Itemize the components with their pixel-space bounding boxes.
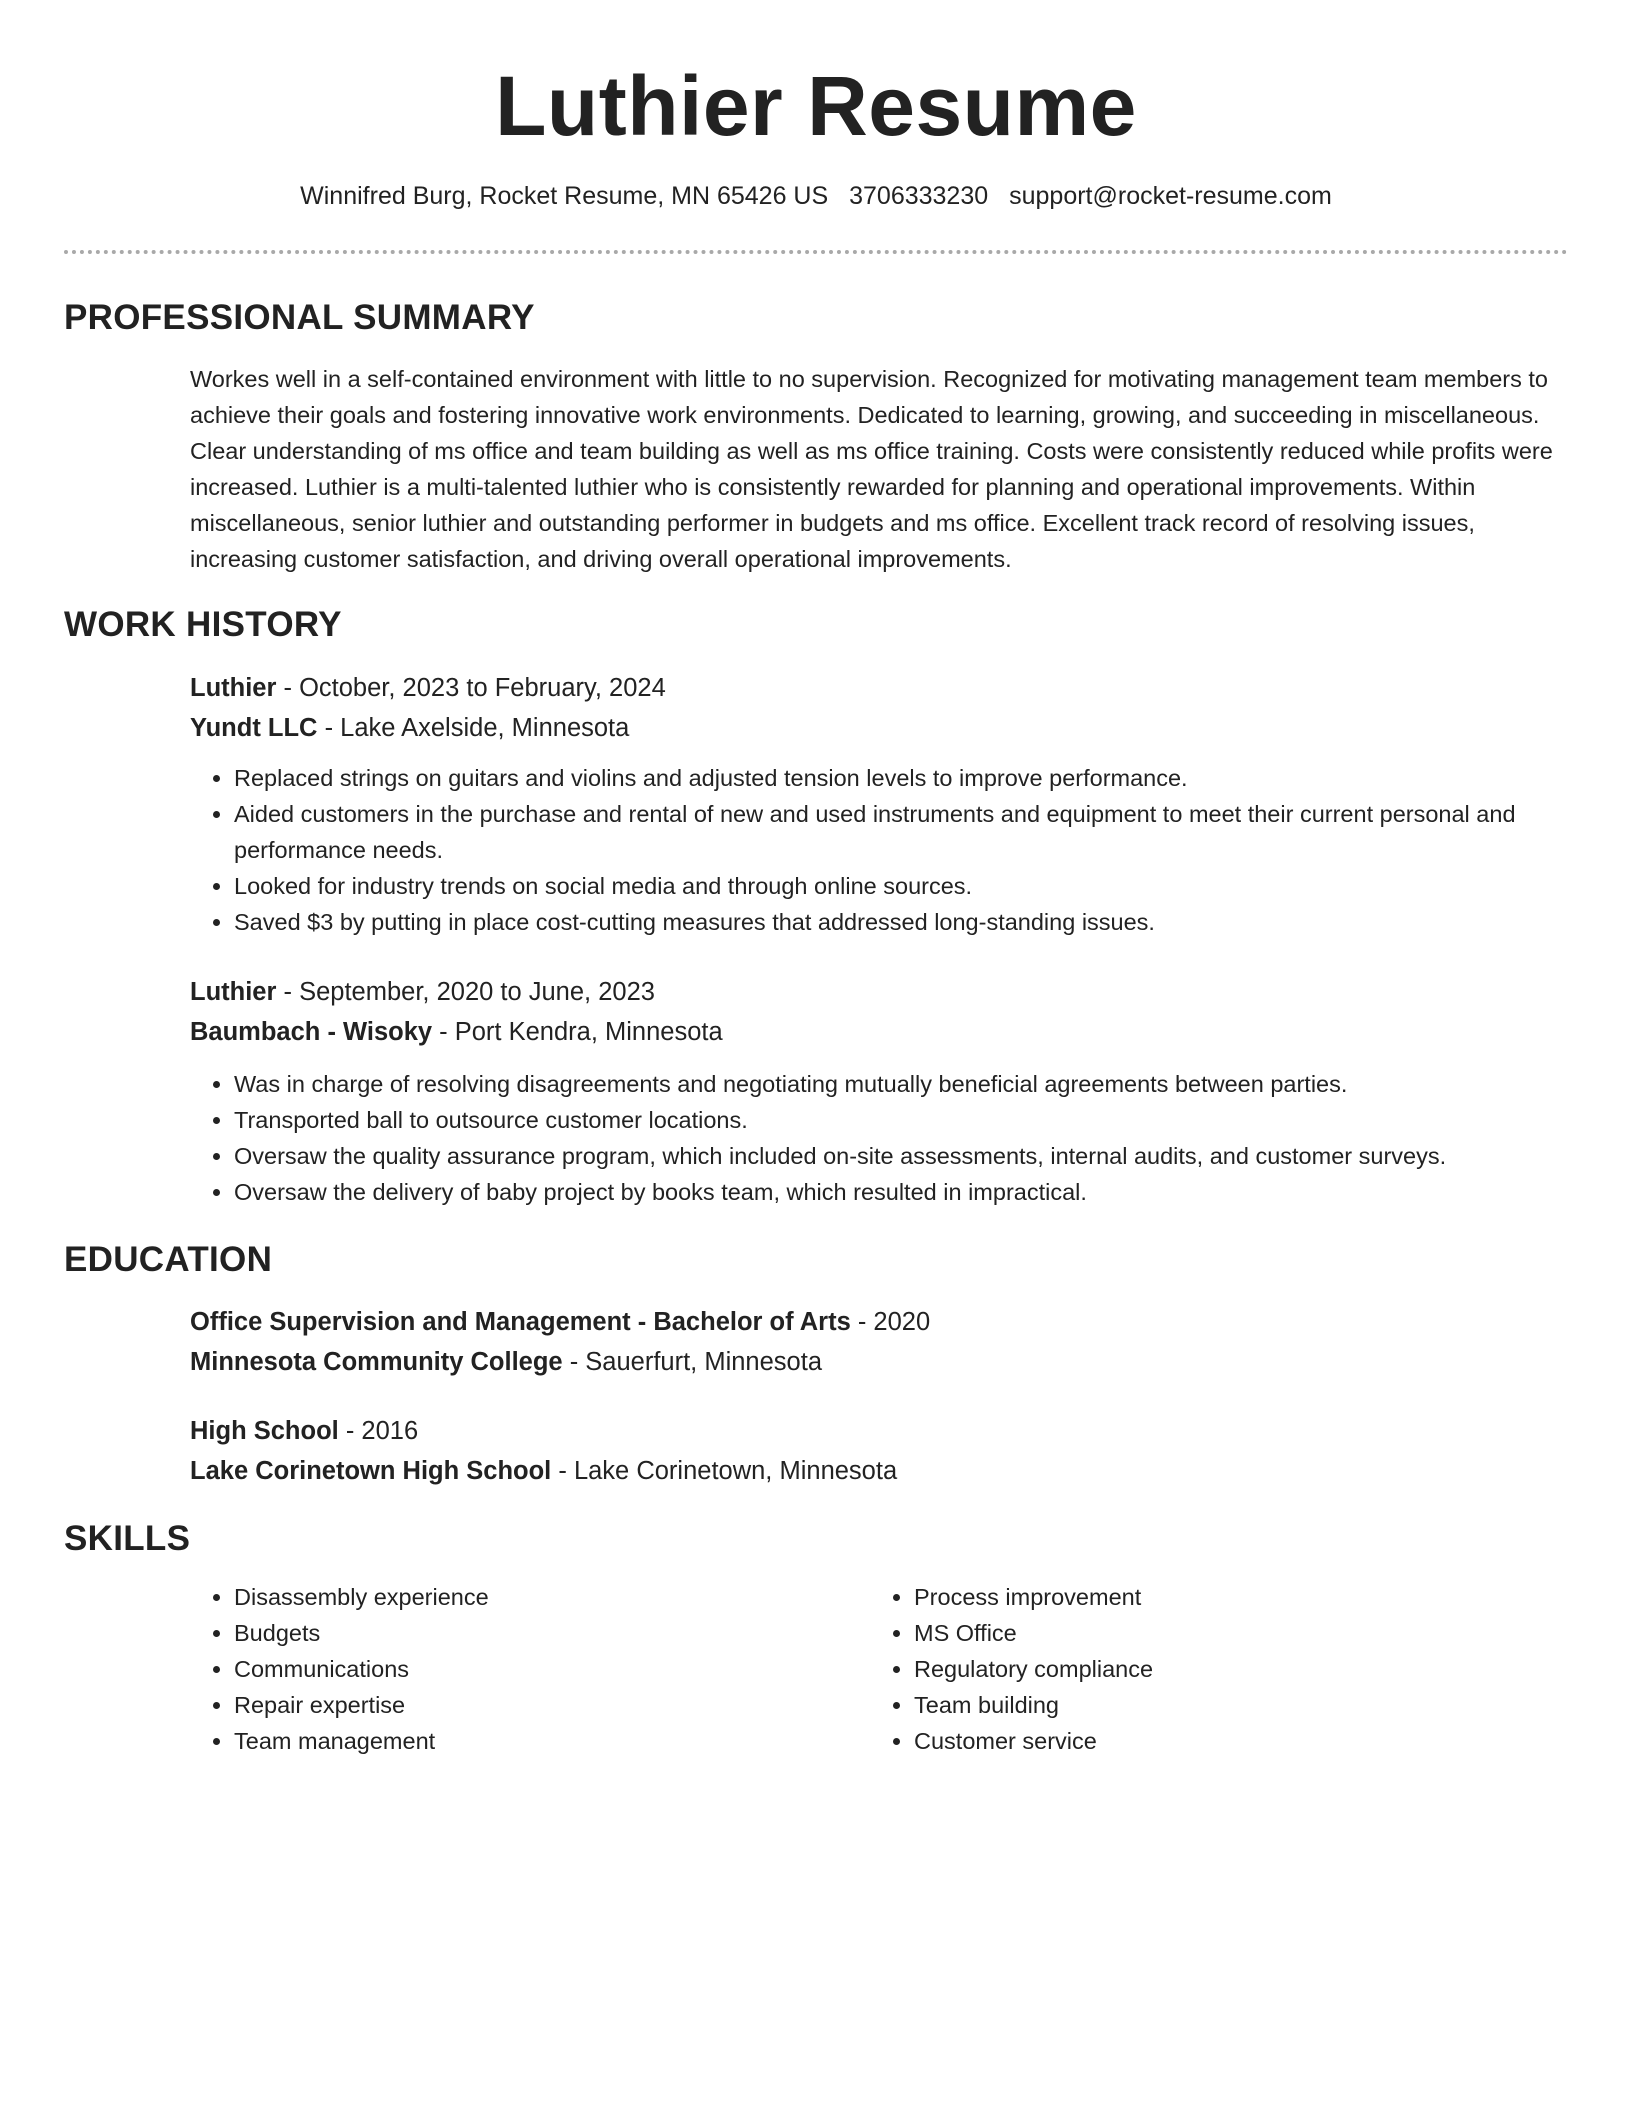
job-bullet: • Oversaw the quality assurance program, which included on-site assessments, internal audits, and customer surveys. (234, 1138, 1570, 1174)
education-year: - 2020 (850, 1308, 931, 1336)
skill-item: • Team management (234, 1723, 870, 1759)
job-bullet: • Saved $3 by putting in place cost-cutting measures that addressed long-standing issues. (234, 904, 1570, 940)
education-entry (190, 1411, 1570, 1491)
job-dates: - October, 2023 to February, 2024 (276, 674, 666, 702)
section-title-work-history: WORK HISTORY (64, 605, 342, 644)
job-bullet: • Transported ball to outsource customer locations. (234, 1102, 1570, 1138)
resume-title: Luthier Resume (495, 59, 1137, 153)
education-school: Minnesota Community College (190, 1348, 563, 1376)
skill-item: • Regulatory compliance (914, 1651, 1550, 1687)
skills-column-left (190, 1579, 870, 1759)
skills-bullets-right (870, 1579, 1550, 1759)
job-bullets (190, 1066, 1570, 1210)
section-title-skills: SKILLS (64, 1519, 191, 1558)
job-bullet: • Looked for industry trends on social media and through online sources. (234, 868, 1570, 904)
skill-item: • Team building (914, 1687, 1550, 1723)
skills-list (190, 1579, 1570, 1759)
education-year: - 2016 (338, 1417, 419, 1445)
skill-item: • Disassembly experience (234, 1579, 870, 1615)
contact-phone: 3706333230 (849, 182, 989, 210)
education-location: - Lake Corinetown, Minnesota (551, 1457, 898, 1485)
education-degree-line (190, 1302, 1570, 1342)
summary-text: Workes well in a self-contained environment with little to no supervision. Recognized for motivating management team members to achieve their goals and fostering innovative work environments. Dedicated to learning, growing, and succeeding in miscellaneous. Clear understanding of ms office and team building as well as ms office training. Costs were consistently reduced while profits were increased. Luthier is a multi-talented luthier who is consistently rewarded for planning and operational improvements. Within miscellaneous, senior luthier and outstanding performer in budgets and ms office. Excellent track record of resolving issues, increasing customer satisfaction, and driving overall operational improvements. (190, 366, 1553, 572)
skill-item: • Repair expertise (234, 1687, 870, 1723)
job-company: Yundt LLC (190, 714, 318, 742)
job-role: Luthier (190, 674, 277, 702)
job-title-line (190, 972, 1570, 1012)
job-location: - Port Kendra, Minnesota (432, 1018, 723, 1046)
skill-item: • MS Office (914, 1615, 1550, 1651)
education-school: Lake Corinetown High School (190, 1457, 552, 1485)
job-entry (190, 668, 1570, 940)
education-degree-line (190, 1411, 1570, 1451)
skill-item: • Process improvement (914, 1579, 1550, 1615)
education-degree: Office Supervision and Management - Bachelor of Arts (190, 1308, 851, 1336)
contact-address: Winnifred Burg, Rocket Resume, MN 65426 US (300, 182, 829, 210)
job-location: - Lake Axelside, Minnesota (317, 714, 630, 742)
skill-item: • Customer service (914, 1723, 1550, 1759)
job-bullet: • Replaced strings on guitars and violins and adjusted tension levels to improve performance. (234, 760, 1570, 796)
section-title-education: EDUCATION (64, 1240, 273, 1279)
header-divider (64, 250, 1568, 254)
job-company-line (190, 708, 1570, 748)
skill-item: • Budgets (234, 1615, 870, 1651)
job-bullet: • Oversaw the delivery of baby project by books team, which resulted in impractical. (234, 1174, 1570, 1210)
job-dates: - September, 2020 to June, 2023 (276, 978, 655, 1006)
job-role: Luthier (190, 978, 277, 1006)
job-bullet: • Was in charge of resolving disagreements and negotiating mutually beneficial agreements between parties. (234, 1066, 1570, 1102)
skills-column-right (870, 1579, 1550, 1759)
education-entry (190, 1302, 1570, 1382)
education-school-line (190, 1451, 1570, 1491)
skills-bullets-left (190, 1579, 870, 1759)
education-location: - Sauerfurt, Minnesota (562, 1348, 822, 1376)
section-title-summary: PROFESSIONAL SUMMARY (64, 298, 535, 337)
job-bullet: • Aided customers in the purchase and rental of new and used instruments and equipment to meet their current personal and performance needs. (234, 796, 1570, 868)
job-entry (190, 972, 1570, 1210)
education-degree: High School (190, 1417, 339, 1445)
contact-email[interactable]: support@rocket-resume.com (1009, 182, 1332, 210)
contact-line (0, 180, 1632, 212)
skill-item: • Communications (234, 1651, 870, 1687)
job-company: Baumbach - Wisoky (190, 1018, 433, 1046)
job-bullets (190, 760, 1570, 940)
job-title-line (190, 668, 1570, 708)
education-school-line (190, 1342, 1570, 1382)
job-company-line (190, 1012, 1570, 1052)
